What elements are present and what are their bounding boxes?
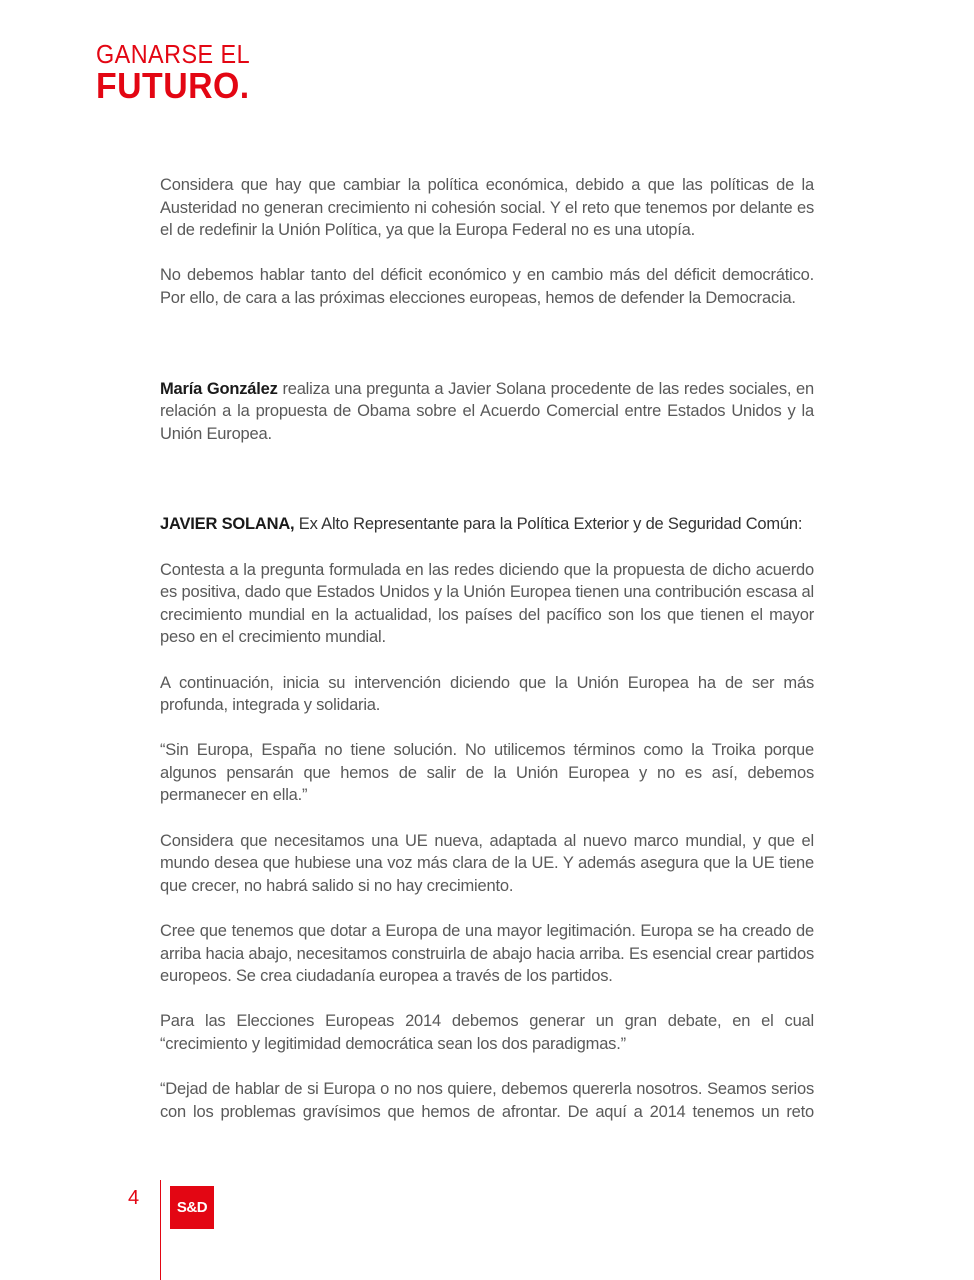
document-body: [160, 174, 814, 1123]
paragraph-10: “Dejad de hablar de si Europa o no nos quiere, debemos quererla nosotros. Seamos serios con los problemas gravísimos que hemos de afrontar. De aquí a 2014 tenemos un reto: [160, 1080, 814, 1121]
ganarse-el-futuro-logo: [96, 40, 267, 104]
paragraph-8: Cree que tenemos que dotar a Europa de una mayor legitimación. Europa se ha creado de arriba hacia abajo, necesitamos construirla de abajo hacia arriba. Es esencial crear partidos europeos. Se crea ciudadanía europea a través de los partidos.: [160, 922, 814, 986]
questioner-name: María González: [160, 379, 278, 398]
paragraph-5: A continuación, inicia su intervención diciendo que la Unión Europea ha de ser más profunda, integrada y solidaria.: [160, 673, 814, 715]
paragraph-question: [160, 378, 814, 446]
speaker-name: JAVIER SOLANA,: [160, 515, 295, 534]
paragraph-4: Contesta a la pregunta formulada en las redes diciendo que la propuesta de dicho acuerdo es positiva, dado que Estados Unidos y la Unión Europea tienen una contribución escasa al crecimiento mundial en la actualidad, los países del pacífico son los que tienen el mayor peso en el crecimiento mundial.: [160, 560, 814, 647]
page-number: 4: [128, 1187, 140, 1209]
paragraph-6: “Sin Europa, España no tiene solución. No utilicemos términos como la Troika porque algunos pensarán que hemos de salir de la Unión Europea y no es así, debemos permanecer en ella.”: [160, 741, 814, 805]
sd-party-logo: S&D: [170, 1186, 214, 1229]
speaker-role: Ex Alto Representante para la Política Exterior y de Seguridad Común:: [294, 515, 803, 534]
paragraph-7: Considera que necesitamos una UE nueva, adaptada al nuevo marco mundial, y que el mundo desea que hubiese una voz más clara de la UE. Y además asegura que la UE tiene que crecer, no habrá salido si no hay crecimiento.: [160, 831, 814, 895]
speaker-heading: [160, 513, 814, 536]
paragraph-2: No debemos hablar tanto del déficit económico y en cambio más del déficit democrático. Por ello, de cara a las próximas elecciones europeas, hemos de defender la Democracia.: [160, 266, 814, 307]
paragraph-9: Para las Elecciones Europeas 2014 debemos generar un gran debate, en el cual “crecimiento y legitimidad democrática sean los dos paradigmas.”: [160, 1012, 814, 1053]
logo-line-1: GANARSE EL: [96, 39, 251, 69]
footer-divider: [160, 1180, 161, 1280]
logo-line-2: FUTURO.: [96, 65, 250, 106]
question-text: realiza una pregunta a Javier Solana procedente de las redes sociales, en relación a la propuesta de Obama sobre el Acuerdo Comercial entre Estados Unidos y la Unión Europea.: [160, 379, 814, 443]
paragraph-1: Considera que hay que cambiar la política económica, debido a que las políticas de la Austeridad no generan crecimiento ni cohesión social. Y el reto que tenemos por delante es el de redefinir la Unión Política, ya que la Europa Federal no es una utopía.: [160, 176, 814, 240]
